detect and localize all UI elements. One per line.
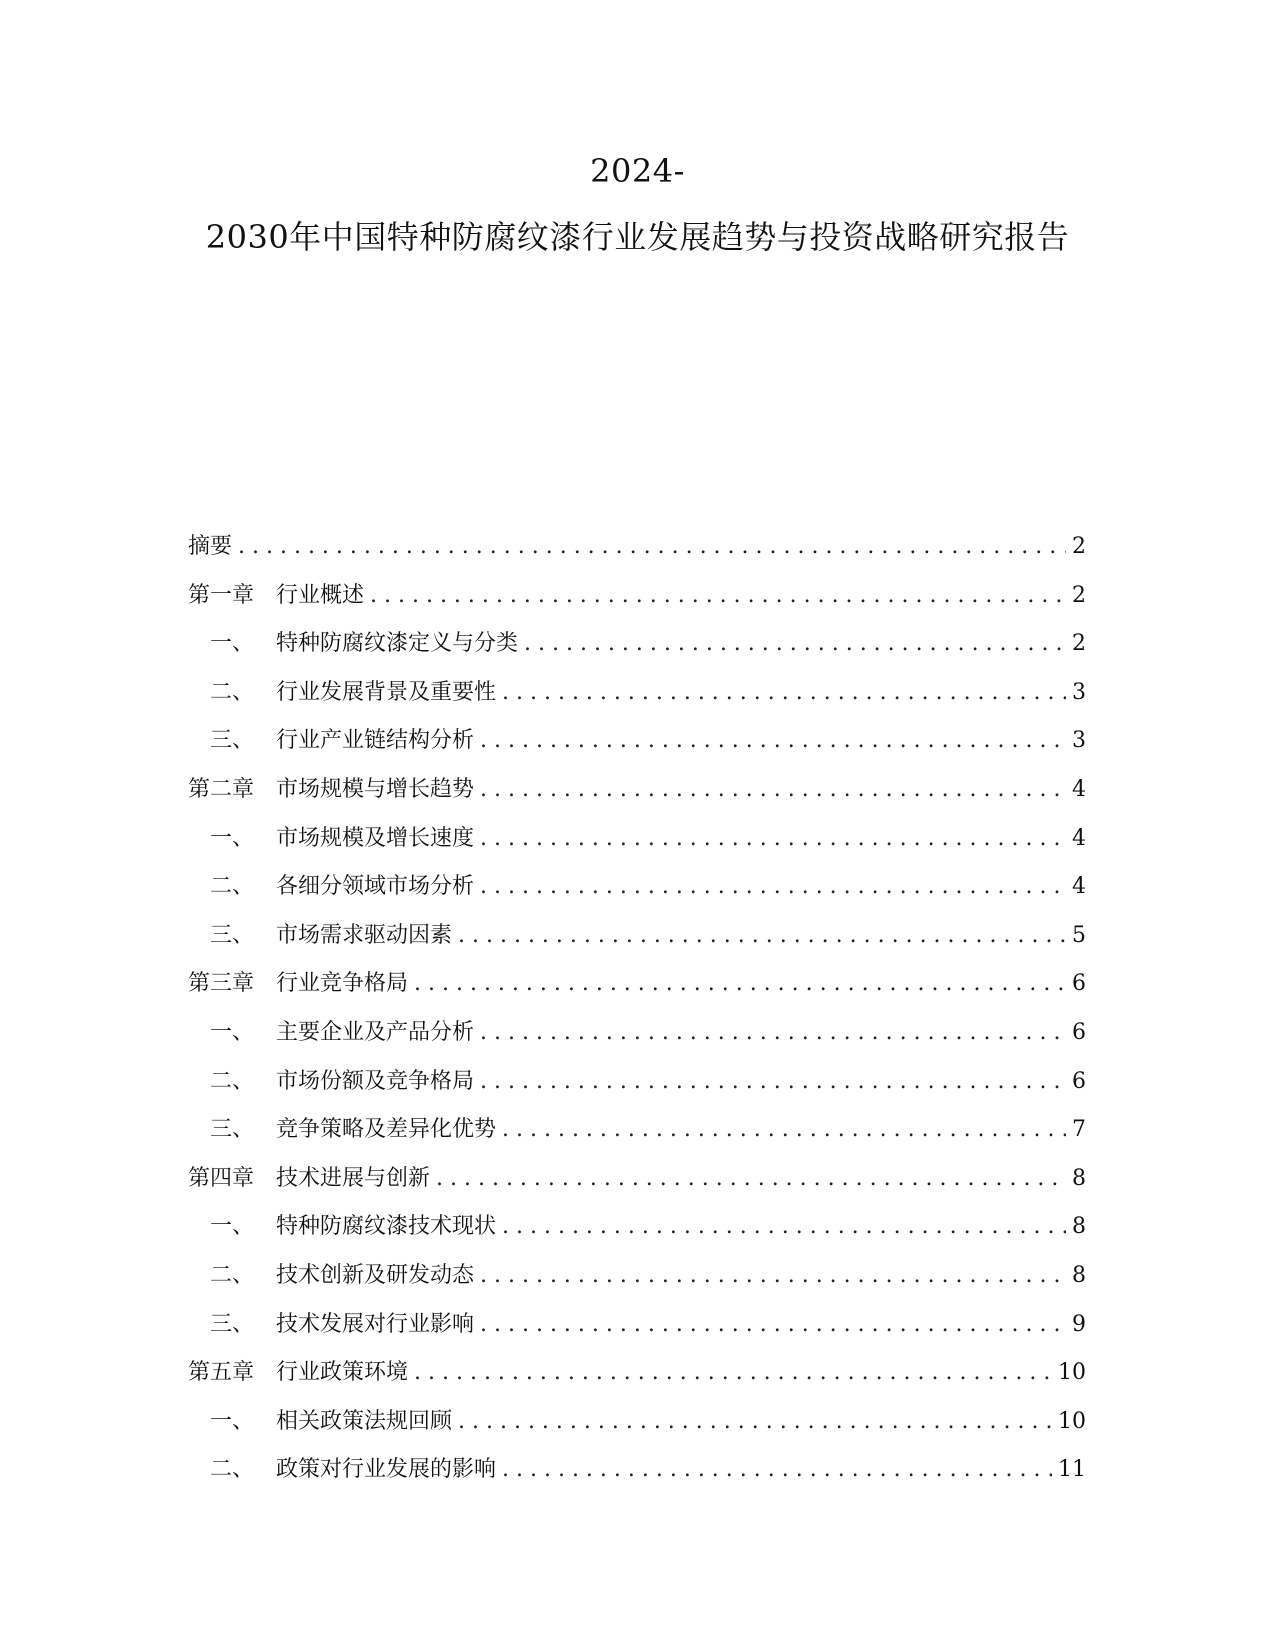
toc-entry-number: 第一章 bbox=[188, 582, 255, 608]
toc-entry[interactable] bbox=[188, 678, 1086, 727]
toc-dot-leader bbox=[524, 629, 1066, 659]
toc-entry-title: 市场份额及竞争格局 bbox=[276, 1068, 475, 1094]
toc-entry-page-number: 8 bbox=[1072, 1214, 1086, 1240]
toc-entry-page-number: 5 bbox=[1072, 922, 1086, 948]
toc-entry-title: 竞争策略及差异化优势 bbox=[276, 1117, 497, 1143]
toc-entry-title: 技术进展与创新 bbox=[276, 1165, 431, 1191]
toc-entry[interactable] bbox=[188, 921, 1086, 970]
toc-entry[interactable] bbox=[188, 1261, 1086, 1310]
report-title-line-1: 2024- bbox=[590, 152, 685, 190]
toc-entry-number: 一、 bbox=[210, 631, 255, 657]
toc-dot-leader bbox=[480, 824, 1066, 854]
toc-dot-leader bbox=[458, 921, 1066, 951]
toc-entry-title: 行业概述 bbox=[276, 582, 365, 608]
toc-entry-title: 市场规模及增长速度 bbox=[276, 825, 475, 851]
toc-entry-number: 一、 bbox=[210, 825, 255, 851]
toc-entry-title: 政策对行业发展的影响 bbox=[276, 1457, 497, 1483]
toc-entry-page-number: 3 bbox=[1072, 728, 1086, 754]
toc-entry[interactable] bbox=[188, 1358, 1086, 1407]
toc-entry[interactable] bbox=[188, 775, 1086, 824]
toc-dot-leader bbox=[414, 969, 1066, 999]
toc-entry[interactable] bbox=[188, 532, 1086, 581]
toc-entry-title: 行业产业链结构分析 bbox=[276, 728, 475, 754]
toc-entry-page-number: 10 bbox=[1058, 1360, 1086, 1386]
toc-entry[interactable] bbox=[188, 1164, 1086, 1213]
toc-entry-page-number: 3 bbox=[1072, 679, 1086, 705]
toc-entry-number: 三、 bbox=[210, 1117, 255, 1143]
toc-entry[interactable] bbox=[188, 629, 1086, 678]
toc-entry-title: 摘要 bbox=[188, 534, 233, 559]
toc-entry-number: 二、 bbox=[210, 1457, 255, 1483]
toc-entry-number: 一、 bbox=[210, 1214, 255, 1240]
toc-dot-leader bbox=[436, 1164, 1066, 1194]
report-title bbox=[0, 138, 1275, 270]
toc-dot-leader bbox=[480, 1018, 1066, 1048]
toc-entry-title: 主要企业及产品分析 bbox=[276, 1019, 475, 1045]
table-of-contents bbox=[188, 532, 1086, 1504]
toc-entry-number: 二、 bbox=[210, 1068, 255, 1094]
toc-entry[interactable] bbox=[188, 824, 1086, 873]
toc-entry-page-number: 8 bbox=[1072, 1165, 1086, 1191]
toc-dot-leader bbox=[480, 1310, 1066, 1340]
toc-entry-number: 三、 bbox=[210, 1311, 255, 1337]
toc-entry-page-number: 9 bbox=[1072, 1311, 1086, 1337]
report-title-line-2: 2030年中国特种防腐纹漆行业发展趋势与投资战略研究报告 bbox=[205, 218, 1070, 256]
toc-entry-number: 三、 bbox=[210, 728, 255, 754]
toc-entry-page-number: 11 bbox=[1058, 1457, 1086, 1483]
toc-dot-leader bbox=[414, 1358, 1052, 1388]
toc-entry-title: 各细分领域市场分析 bbox=[276, 874, 475, 900]
toc-dot-leader bbox=[238, 532, 1066, 562]
toc-entry-page-number: 8 bbox=[1072, 1262, 1086, 1288]
toc-entry-number: 一、 bbox=[210, 1408, 255, 1434]
toc-entry-title: 特种防腐纹漆定义与分类 bbox=[276, 631, 519, 657]
toc-entry-title: 行业竞争格局 bbox=[276, 971, 409, 997]
toc-dot-leader bbox=[458, 1407, 1052, 1437]
toc-entry-number: 第四章 bbox=[188, 1165, 255, 1191]
toc-dot-leader bbox=[502, 678, 1066, 708]
toc-entry[interactable] bbox=[188, 969, 1086, 1018]
toc-entry[interactable] bbox=[188, 1310, 1086, 1359]
toc-entry-number: 第二章 bbox=[188, 776, 255, 802]
toc-entry[interactable] bbox=[188, 1067, 1086, 1116]
toc-entry-page-number: 2 bbox=[1072, 631, 1086, 657]
toc-entry-title: 行业发展背景及重要性 bbox=[276, 679, 497, 705]
toc-entry[interactable] bbox=[188, 1115, 1086, 1164]
toc-dot-leader bbox=[480, 775, 1066, 805]
toc-entry-title: 特种防腐纹漆技术现状 bbox=[276, 1214, 497, 1240]
toc-entry-page-number: 2 bbox=[1072, 534, 1086, 559]
toc-dot-leader bbox=[502, 1455, 1052, 1485]
toc-entry-page-number: 2 bbox=[1072, 582, 1086, 608]
toc-entry-number: 三、 bbox=[210, 922, 255, 948]
toc-entry[interactable] bbox=[188, 1455, 1086, 1504]
toc-entry[interactable] bbox=[188, 872, 1086, 921]
toc-dot-leader bbox=[480, 1067, 1066, 1097]
toc-entry-title: 市场需求驱动因素 bbox=[276, 922, 453, 948]
toc-entry-page-number: 10 bbox=[1058, 1408, 1086, 1434]
toc-entry[interactable] bbox=[188, 1018, 1086, 1067]
toc-entry[interactable] bbox=[188, 1407, 1086, 1456]
toc-entry[interactable] bbox=[188, 726, 1086, 775]
toc-entry-title: 技术发展对行业影响 bbox=[276, 1311, 475, 1337]
toc-dot-leader bbox=[480, 726, 1066, 756]
toc-entry-page-number: 7 bbox=[1072, 1117, 1086, 1143]
toc-entry-page-number: 4 bbox=[1072, 874, 1086, 900]
toc-entry-number: 第三章 bbox=[188, 971, 255, 997]
toc-entry-title: 技术创新及研发动态 bbox=[276, 1262, 475, 1288]
toc-entry[interactable] bbox=[188, 1212, 1086, 1261]
toc-entry-title: 相关政策法规回顾 bbox=[276, 1408, 453, 1434]
toc-entry-page-number: 4 bbox=[1072, 776, 1086, 802]
toc-entry-number: 第五章 bbox=[188, 1360, 255, 1386]
toc-dot-leader bbox=[480, 872, 1066, 902]
toc-dot-leader bbox=[370, 581, 1066, 611]
toc-entry-page-number: 6 bbox=[1072, 971, 1086, 997]
toc-entry-number: 一、 bbox=[210, 1019, 255, 1045]
toc-dot-leader bbox=[502, 1212, 1066, 1242]
toc-entry-page-number: 6 bbox=[1072, 1019, 1086, 1045]
toc-entry-page-number: 6 bbox=[1072, 1068, 1086, 1094]
toc-dot-leader bbox=[480, 1261, 1066, 1291]
toc-entry-number: 二、 bbox=[210, 1262, 255, 1288]
toc-entry-number: 二、 bbox=[210, 679, 255, 705]
toc-entry-number: 二、 bbox=[210, 874, 255, 900]
toc-dot-leader bbox=[502, 1115, 1066, 1145]
toc-entry-title: 行业政策环境 bbox=[276, 1360, 409, 1386]
toc-entry-page-number: 4 bbox=[1072, 825, 1086, 851]
toc-entry-title: 市场规模与增长趋势 bbox=[276, 776, 475, 802]
toc-entry[interactable] bbox=[188, 581, 1086, 630]
